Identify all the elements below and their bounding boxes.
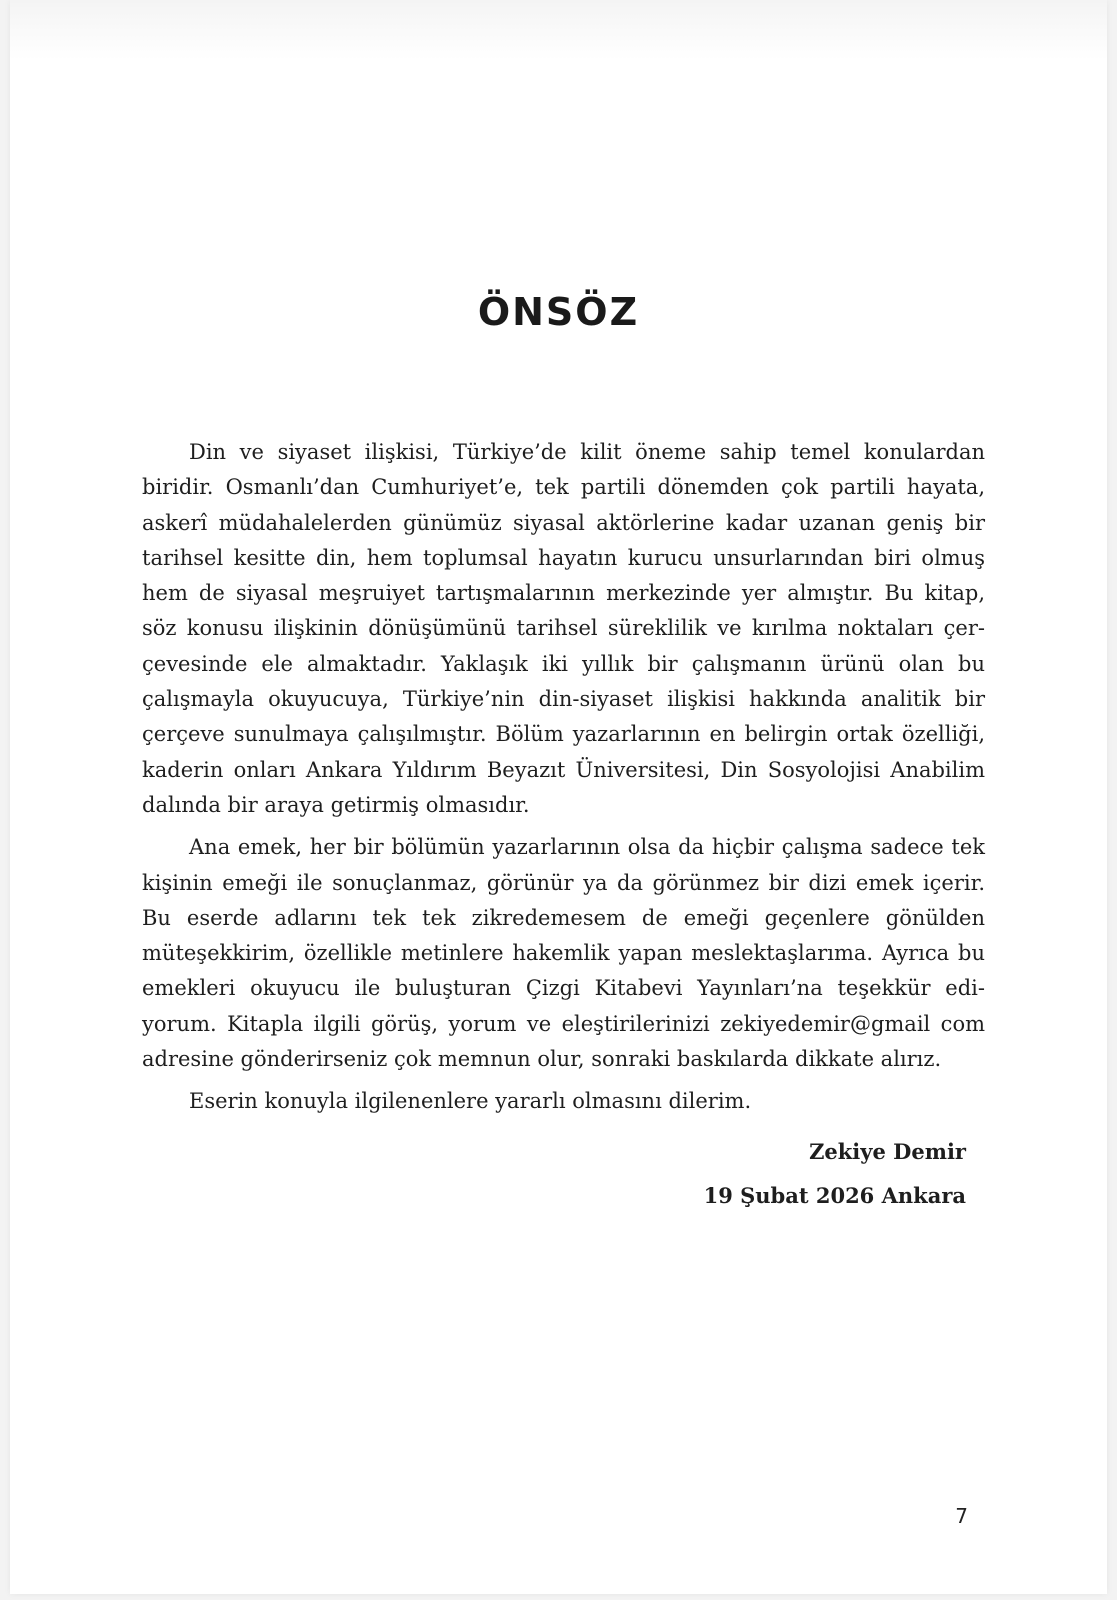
book-page <box>10 0 1107 1594</box>
preface-body <box>142 435 985 1127</box>
author-name: Zekiye Demir <box>809 1139 966 1164</box>
page-top-shadow <box>10 0 1107 60</box>
page-title: ÖNSÖZ <box>477 290 640 334</box>
page-number: 7 <box>955 1504 968 1528</box>
date-place: 19 Şubat 2026 Ankara <box>703 1183 966 1208</box>
paragraph-1: Din ve siyaset ilişkisi, Türkiye’de kilit öneme sahip temel konulardan biridir. Osmanlı’dan Cumhuriyet’e, tek partili dönemden çok partili hayata, askerî müdahalelerden günümüz siyasal aktörlerine kadar uzanan geniş bir tarihsel kesitte din, hem toplumsal hayatın kurucu unsurlarından biri olmuş hem de siyasal meşruiyet tartışmalarının merkezinde yer almıştır. Bu kitap, söz konusu ilişkinin dönüşümünü tarihsel süreklilik ve kırılma noktaları çerçevesinde ele almaktadır. Yaklaşık iki yıllık bir çalışmanın ürünü olan bu çalışmayla okuyucuya, Türkiye’nin din-siyaset ilişkisi hakkında analitik bir çerçeve sunulmaya çalışılmıştır. Bölüm yazarlarının en belirgin ortak özelliği, kaderin onları Ankara Yıldırım Beyazıt Üniversitesi, Din Sosyolojisi Anabilim dalında bir araya getirmiş olmasıdır. <box>142 440 985 817</box>
paragraph-3: Eserin konuyla ilgilenenlere yararlı olmasını dilerim. <box>189 1089 752 1114</box>
signature-block <box>704 1130 966 1218</box>
paragraph-2: Ana emek, her bir bölümün yazarlarının olsa da hiçbir çalışma sadece tek kişinin emeği ile sonuçlanmaz, görünür ya da görünmez bir dizi emek içerir. Bu eserde adlarını tek tek zikredemesem de emeği geçenlere gönülden müteşekkirim, özellikle metinlere hakemlik yapan meslektaşlarıma. Ayrıca bu emekleri okuyucu ile buluşturan Çizgi Kitabevi Yayınları’na teşekkür ediyorum. Kitapla ilgili görüş, yorum ve eleştirilerinizi zekiyedemir@gmail com adresine gönderirseniz çok memnun olur, sonraki baskılarda dikkate alırız. <box>142 835 985 1072</box>
